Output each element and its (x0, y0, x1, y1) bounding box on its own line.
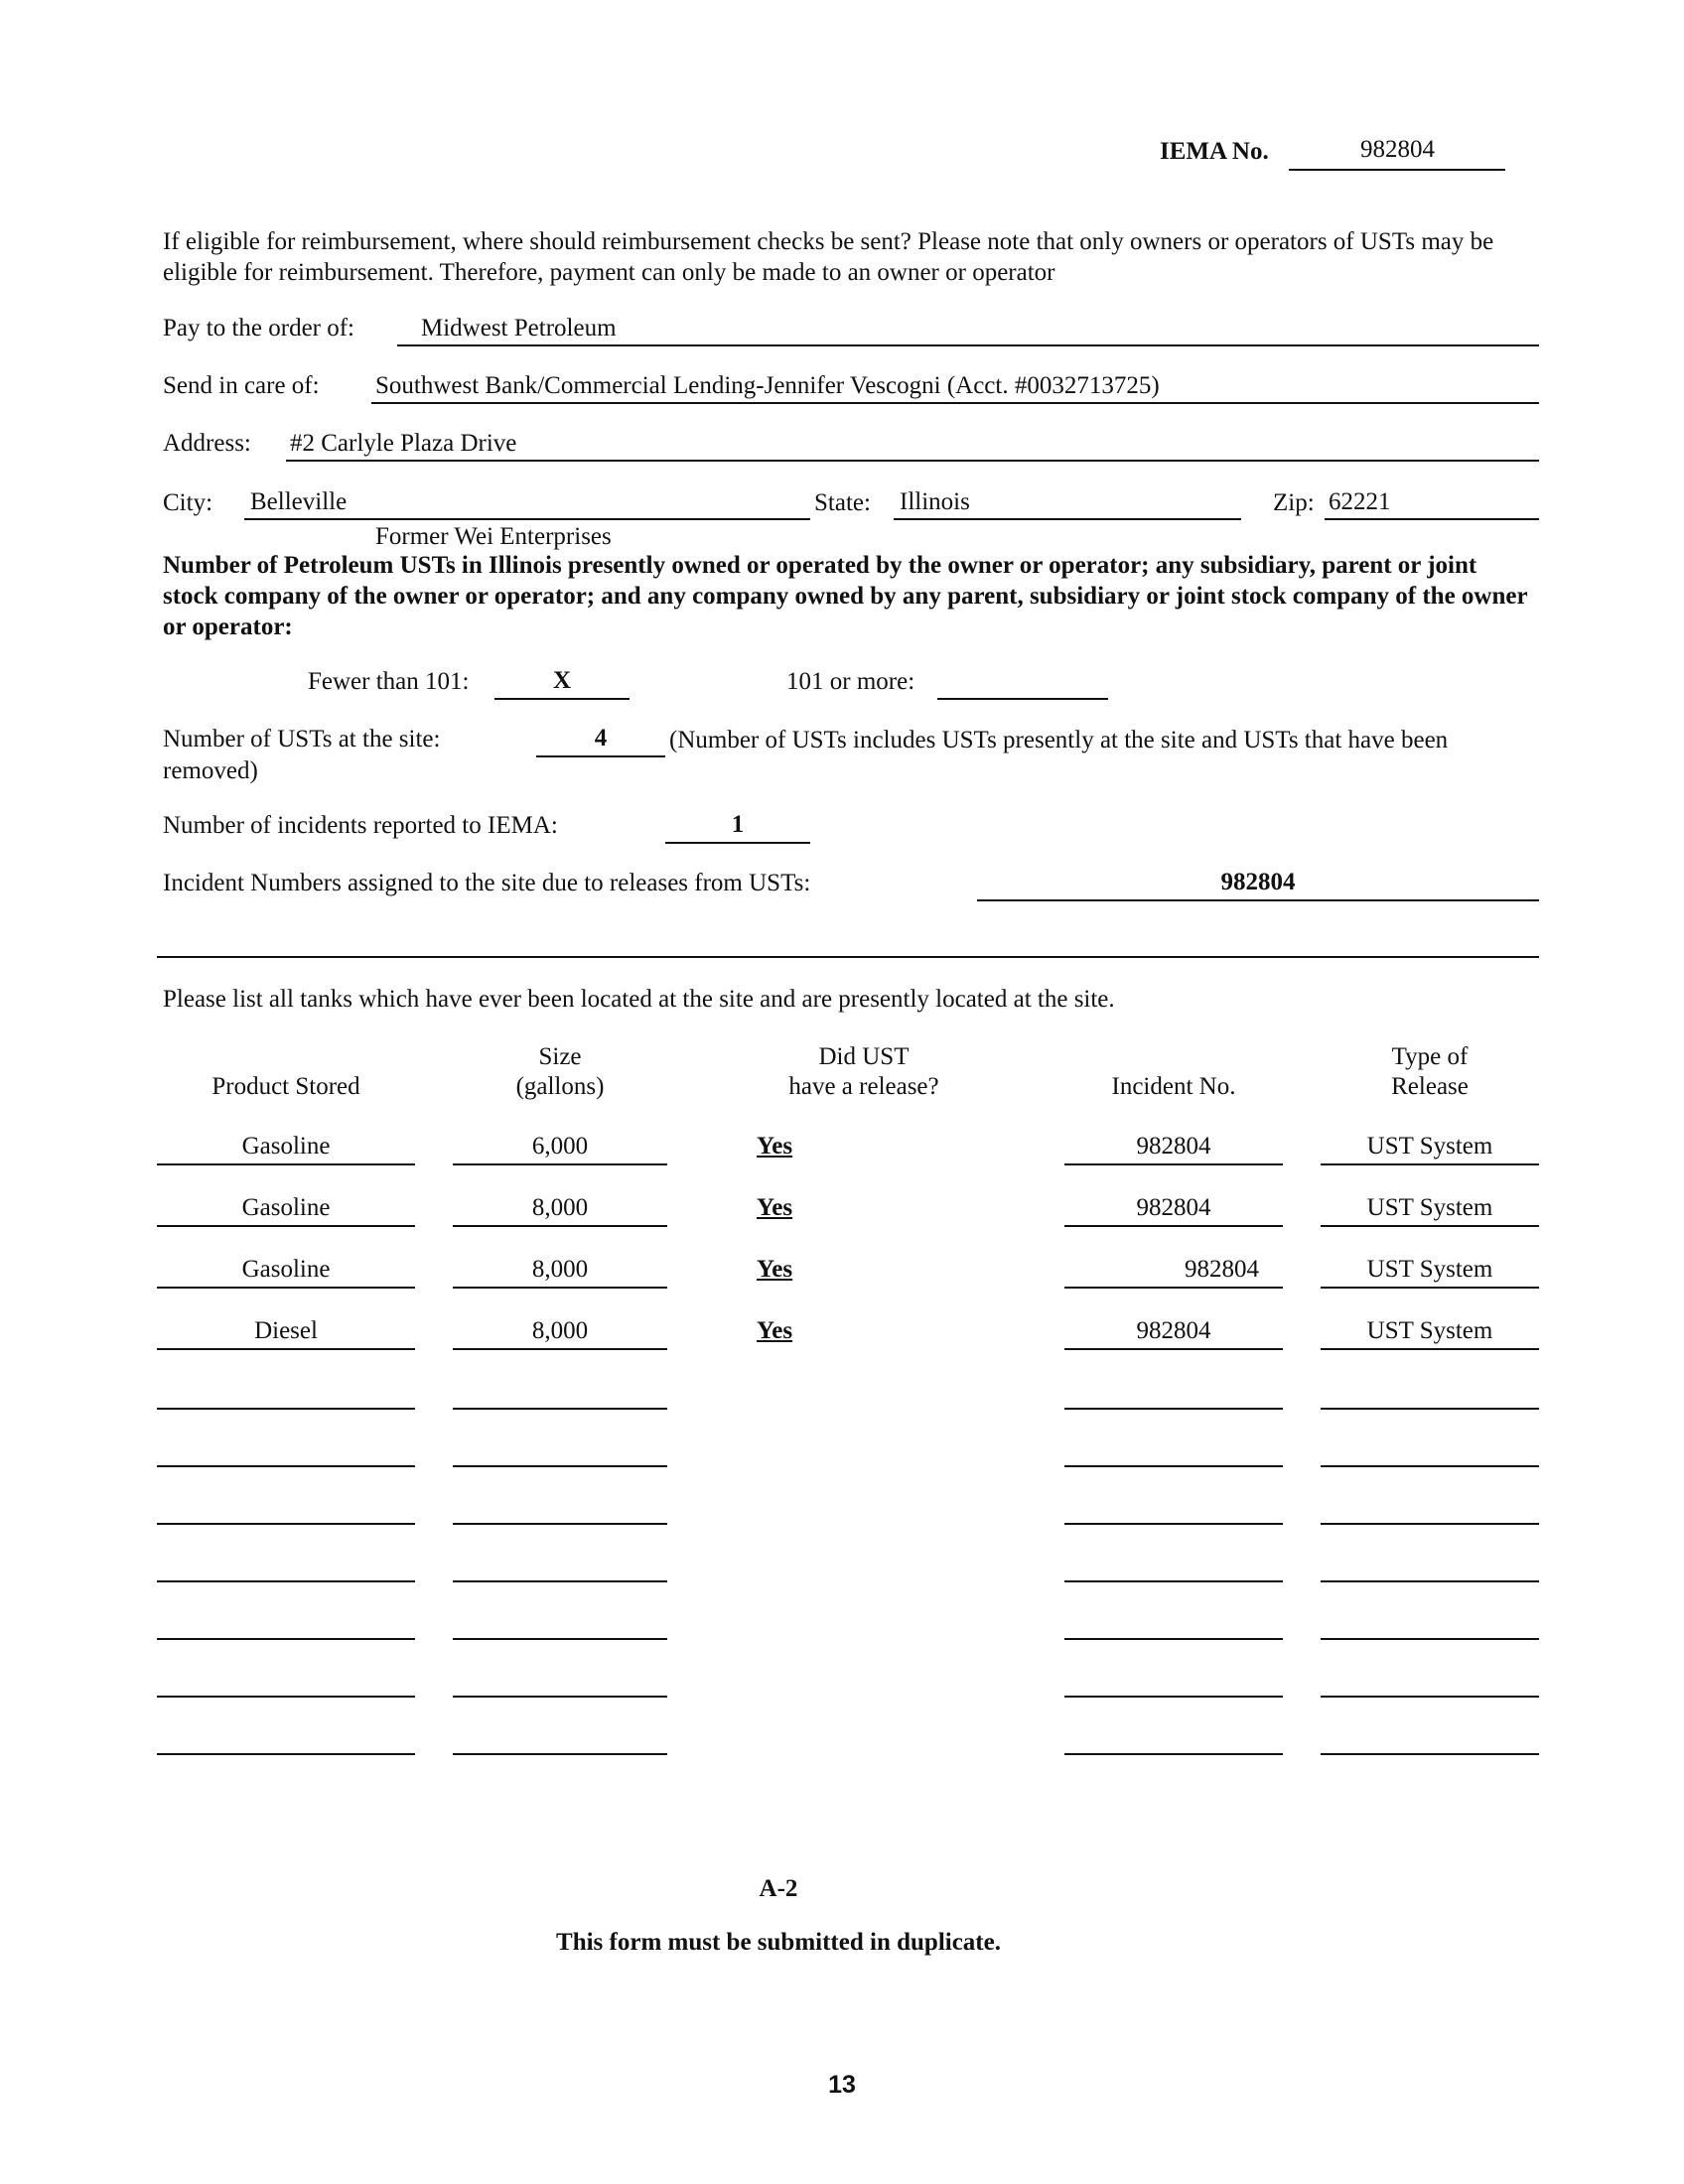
header-release (735, 1042, 993, 1102)
row-size-line (453, 1225, 667, 1227)
header-type-line1: Type of (1391, 1043, 1469, 1070)
row-product: Diesel (254, 1317, 318, 1344)
form-id: A-2 (759, 1875, 798, 1902)
blank-size-line (453, 1696, 667, 1698)
address-label: Address: (163, 430, 251, 457)
blank-type-line (1321, 1638, 1539, 1640)
row-incident: 982804 (1136, 1133, 1211, 1160)
incident-numbers-value: 982804 (1220, 869, 1296, 895)
blank-product-line (157, 1638, 415, 1640)
row-type-line (1321, 1225, 1539, 1227)
incident-numbers-line (977, 899, 1539, 901)
fewer-than-101-value: X (552, 667, 572, 694)
blank-product-line (157, 1523, 415, 1525)
row-release: Yes (757, 1256, 793, 1283)
incident-numbers-extra-line (157, 956, 1539, 958)
city-label: City: (163, 489, 213, 516)
header-size (453, 1042, 667, 1102)
address-value: #2 Carlyle Plaza Drive (290, 430, 517, 457)
blank-type-line (1321, 1465, 1539, 1467)
blank-incident-line (1064, 1523, 1283, 1525)
blank-incident-line (1064, 1408, 1283, 1410)
blank-size-line (453, 1753, 667, 1755)
tank-list-instruction: Please list all tanks which have ever been located at the site and are presently located at the site. (163, 986, 1115, 1013)
zip-line (1325, 518, 1539, 520)
incidents-reported-label: Number of incidents reported to IEMA: (163, 812, 558, 839)
blank-incident-line (1064, 1753, 1283, 1755)
row-size: 6,000 (531, 1133, 589, 1160)
row-incident-line (1064, 1163, 1283, 1165)
page-number: 13 (828, 2071, 856, 2099)
header-product-stored (157, 1072, 415, 1102)
header-release-line1: Did UST (818, 1043, 910, 1070)
blank-product-line (157, 1696, 415, 1698)
row-size-line (453, 1348, 667, 1350)
state-value: Illinois (900, 488, 970, 515)
care-of-line (371, 402, 1539, 404)
header-size-line2: (gallons) (515, 1073, 605, 1100)
fewer-than-101-label: Fewer than 101: (308, 668, 470, 695)
row-size: 8,000 (531, 1256, 589, 1283)
row-type: UST System (1366, 1194, 1493, 1221)
row-product: Gasoline (241, 1133, 331, 1160)
iema-number-value: 982804 (1360, 136, 1435, 163)
blank-size-line (453, 1638, 667, 1640)
former-name-note: Former Wei Enterprises (375, 523, 612, 550)
usts-at-site-value: 4 (594, 725, 608, 751)
row-type-line (1321, 1348, 1539, 1350)
blank-size-line (453, 1408, 667, 1410)
usts-at-site-note: (Number of USTs includes USTs presently at the site and USTs that have been removed) (163, 727, 1449, 784)
blank-type-line (1321, 1408, 1539, 1410)
blank-incident-line (1064, 1580, 1283, 1582)
ust-ownership-question: Number of Petroleum USTs in Illinois presently owned or operated by the owner or operator; any subsidiary, parent or joint stock company of the owner or operator; and any company owned by any parent, subsidiary or joint stock company of the owner or operator: (163, 552, 1528, 640)
incidents-reported-value: 1 (731, 811, 745, 838)
blank-size-line (453, 1465, 667, 1467)
row-incident-line (1064, 1225, 1283, 1227)
usts-at-site-label: Number of USTs at the site: (163, 726, 441, 752)
pay-to-label: Pay to the order of: (163, 315, 355, 341)
row-product-line (157, 1287, 415, 1289)
incident-numbers-label: Incident Numbers assigned to the site due to releases from USTs: (163, 870, 811, 896)
row-product: Gasoline (241, 1256, 331, 1283)
state-label: State: (814, 489, 871, 516)
row-size-line (453, 1287, 667, 1289)
row-product-line (157, 1225, 415, 1227)
row-incident-line (1064, 1287, 1283, 1289)
row-release: Yes (757, 1317, 793, 1344)
row-product-line (157, 1163, 415, 1165)
row-type: UST System (1366, 1317, 1493, 1344)
blank-size-line (453, 1580, 667, 1582)
city-value: Belleville (250, 488, 348, 515)
row-incident-line (1064, 1348, 1283, 1350)
blank-type-line (1321, 1696, 1539, 1698)
header-incident-no (1064, 1072, 1283, 1102)
row-type: UST System (1366, 1256, 1493, 1283)
blank-incident-line (1064, 1696, 1283, 1698)
address-line (286, 460, 1539, 462)
row-type-line (1321, 1287, 1539, 1289)
blank-type-line (1321, 1753, 1539, 1755)
zip-value: 62221 (1329, 488, 1391, 515)
city-line (244, 518, 810, 520)
header-product-label: Product Stored (211, 1073, 360, 1100)
blank-incident-line (1064, 1465, 1283, 1467)
iema-number-line (1289, 169, 1505, 171)
101-or-more-line (937, 698, 1108, 700)
header-type-of-release (1321, 1042, 1539, 1102)
duplicate-note: This form must be submitted in duplicate. (556, 1929, 1001, 1956)
row-size: 8,000 (531, 1194, 589, 1221)
blank-product-line (157, 1580, 415, 1582)
row-release: Yes (757, 1133, 793, 1160)
care-of-value: Southwest Bank/Commercial Lending-Jennifer Vescogni (Acct. #0032713725) (375, 372, 1160, 399)
blank-type-line (1321, 1523, 1539, 1525)
header-size-line1: Size (538, 1043, 582, 1070)
intro-paragraph: If eligible for reimbursement, where should reimbursement checks be sent? Please note that only owners or operators of USTs may be eligible for reimbursement. Therefore, payment can only be made to an owner or operator (163, 228, 1494, 286)
state-line (894, 518, 1241, 520)
row-product-line (157, 1348, 415, 1350)
row-release: Yes (757, 1194, 793, 1221)
row-incident: 982804 (1136, 1317, 1211, 1344)
pay-to-value: Midwest Petroleum (421, 315, 617, 341)
row-incident: 982804 (1136, 1194, 1211, 1221)
pay-to-line (397, 344, 1539, 346)
blank-product-line (157, 1465, 415, 1467)
row-type-line (1321, 1163, 1539, 1165)
row-incident: 982804 (1185, 1256, 1259, 1283)
blank-product-line (157, 1753, 415, 1755)
iema-label: IEMA No. (1160, 138, 1269, 165)
zip-label: Zip: (1273, 489, 1315, 516)
row-product: Gasoline (241, 1194, 331, 1221)
blank-type-line (1321, 1580, 1539, 1582)
row-size-line (453, 1163, 667, 1165)
blank-incident-line (1064, 1638, 1283, 1640)
header-release-line2: have a release? (788, 1073, 939, 1100)
row-type: UST System (1366, 1133, 1493, 1160)
header-incident-label: Incident No. (1111, 1073, 1236, 1100)
header-type-line2: Release (1391, 1073, 1469, 1100)
incidents-reported-line (665, 842, 810, 844)
blank-product-line (157, 1408, 415, 1410)
care-of-label: Send in care of: (163, 372, 320, 399)
blank-size-line (453, 1523, 667, 1525)
101-or-more-label: 101 or more: (786, 668, 915, 695)
row-size: 8,000 (531, 1317, 589, 1344)
fewer-than-101-line (494, 698, 630, 700)
